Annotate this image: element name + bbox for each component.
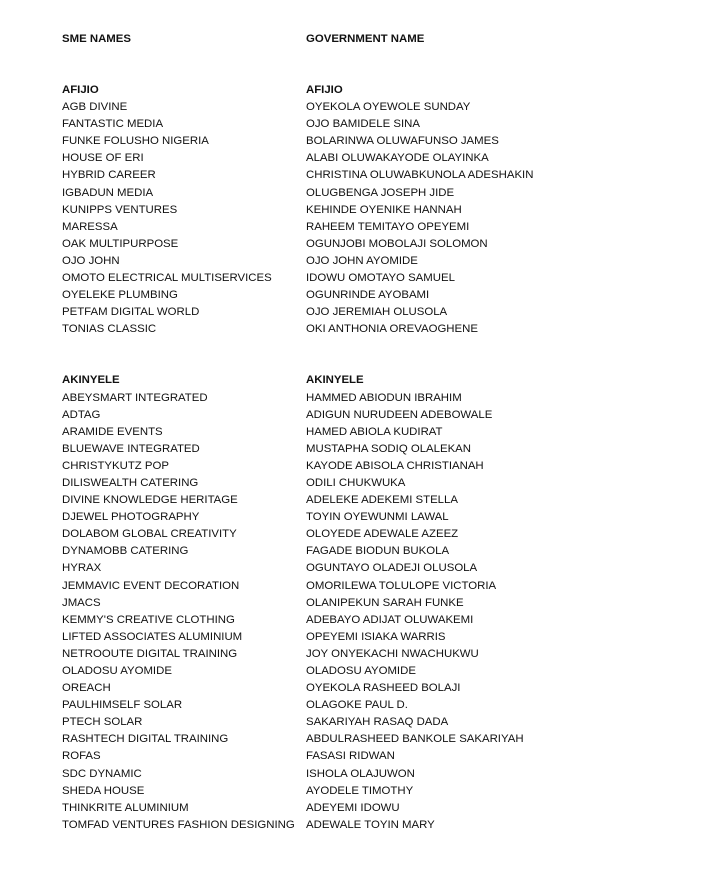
government-name: OLANIPEKUN SARAH FUNKE bbox=[306, 596, 464, 609]
sme-name: RASHTECH DIGITAL TRAINING bbox=[62, 733, 229, 746]
list-item bbox=[62, 458, 702, 475]
sme-name: ABEYSMART INTEGRATED bbox=[62, 391, 208, 404]
government-section-title: AFIJIO bbox=[306, 84, 343, 96]
sme-name: SDC DYNAMIC bbox=[62, 767, 142, 780]
sme-name: AGB DIVINE bbox=[62, 101, 128, 114]
government-name: ABDULRASHEED BANKOLE SAKARIYAH bbox=[306, 733, 524, 746]
government-name: KEHINDE OYENIKE HANNAH bbox=[306, 203, 462, 216]
list-item bbox=[62, 543, 702, 560]
government-name: OGUNTAYO OLADEJI OLUSOLA bbox=[306, 562, 478, 575]
list-item bbox=[62, 731, 702, 748]
government-name: RAHEEM TEMITAYO OPEYEMI bbox=[306, 220, 470, 233]
sme-name: DYNAMOBB CATERING bbox=[62, 545, 189, 558]
government-name: OJO JEREMIAH OLUSOLA bbox=[306, 306, 448, 319]
government-name: OGUNRINDE AYOBAMI bbox=[306, 289, 430, 302]
list-item bbox=[62, 236, 702, 253]
government-name: ALABI OLUWAKAYODE OLAYINKA bbox=[306, 152, 489, 165]
government-name: ADEYEMI IDOWU bbox=[306, 801, 400, 814]
list-item bbox=[62, 663, 702, 680]
sme-name: TONIAS CLASSIC bbox=[62, 323, 157, 336]
sme-name: DJEWEL PHOTOGRAPHY bbox=[62, 511, 200, 524]
sme-name: THINKRITE ALUMINIUM bbox=[62, 801, 189, 814]
list-item bbox=[62, 167, 702, 184]
list-item bbox=[62, 424, 702, 441]
sme-name: KUNIPPS VENTURES bbox=[62, 203, 178, 216]
government-name: ADEWALE TOYIN MARY bbox=[306, 818, 435, 831]
government-name: FASASI RIDWAN bbox=[306, 750, 395, 763]
list-item bbox=[62, 390, 702, 407]
list-item bbox=[62, 748, 702, 765]
government-name: FAGADE BIODUN BUKOLA bbox=[306, 545, 450, 558]
government-name: OGUNJOBI MOBOLAJI SOLOMON bbox=[306, 237, 488, 250]
government-name: OJO JOHN AYOMIDE bbox=[306, 254, 418, 267]
list-item bbox=[62, 202, 702, 219]
section-title-row bbox=[62, 82, 702, 99]
list-item bbox=[62, 817, 702, 834]
list-item bbox=[62, 287, 702, 304]
sme-section-title: AKINYELE bbox=[62, 374, 120, 387]
sme-name: OAK MULTIPURPOSE bbox=[62, 237, 179, 250]
sme-name: MARESSA bbox=[62, 220, 118, 233]
list-item bbox=[62, 321, 702, 338]
sme-name: HOUSE OF ERI bbox=[62, 152, 144, 165]
government-name: OLUGBENGA JOSEPH JIDE bbox=[306, 186, 455, 199]
government-name: ODILI CHUKWUKA bbox=[306, 476, 406, 489]
list-item bbox=[62, 629, 702, 646]
government-name: AYODELE TIMOTHY bbox=[306, 784, 414, 797]
sme-name: TOMFAD VENTURES FASHION DESIGNING bbox=[62, 818, 295, 831]
sme-name: OYELEKE PLUMBING bbox=[62, 289, 178, 302]
government-name: TOYIN OYEWUNMI LAWAL bbox=[306, 511, 449, 524]
list-item bbox=[62, 492, 702, 509]
list-item bbox=[62, 680, 702, 697]
sme-name: JMACS bbox=[62, 596, 101, 609]
government-name-header: GOVERNMENT NAME bbox=[306, 33, 425, 45]
government-name: OLAGOKE PAUL D. bbox=[306, 699, 408, 712]
list-item bbox=[62, 578, 702, 595]
section-spacer bbox=[62, 338, 702, 372]
sme-name: SHEDA HOUSE bbox=[62, 784, 145, 797]
list-item bbox=[62, 133, 702, 150]
sme-name: OLADOSU AYOMIDE bbox=[62, 665, 172, 677]
list-item bbox=[62, 646, 702, 663]
sme-name: ADTAG bbox=[62, 408, 101, 421]
list-item bbox=[62, 253, 702, 270]
government-name: MUSTAPHA SODIQ OLALEKAN bbox=[306, 442, 471, 455]
sme-name: HYBRID CAREER bbox=[62, 169, 156, 182]
government-name: OMORILEWA TOLULOPE VICTORIA bbox=[306, 579, 497, 592]
government-name: OYEKOLA OYEWOLE SUNDAY bbox=[306, 101, 471, 114]
section-title-row bbox=[62, 372, 702, 389]
government-name: OJO BAMIDELE SINA bbox=[306, 118, 420, 131]
list-item bbox=[62, 475, 702, 492]
government-name: ADELEKE ADEKEMI STELLA bbox=[306, 494, 458, 507]
column-header-row bbox=[62, 31, 702, 48]
sme-name: LIFTED ASSOCIATES ALUMINIUM bbox=[62, 630, 243, 643]
sections-container bbox=[62, 82, 702, 834]
spacer bbox=[62, 48, 702, 82]
list-item bbox=[62, 116, 702, 133]
sme-name: OREACH bbox=[62, 682, 111, 695]
list-item bbox=[62, 612, 702, 629]
list-item bbox=[62, 304, 702, 321]
government-name: ISHOLA OLAJUWON bbox=[306, 767, 415, 780]
government-name: HAMED ABIOLA KUDIRAT bbox=[306, 425, 443, 438]
list-item bbox=[62, 185, 702, 202]
sme-name: PTECH SOLAR bbox=[62, 716, 143, 729]
list-item bbox=[62, 219, 702, 236]
government-section-title: AKINYELE bbox=[306, 374, 364, 387]
sme-name: DILISWEALTH CATERING bbox=[62, 476, 199, 489]
sme-name: PETFAM DIGITAL WORLD bbox=[62, 306, 200, 319]
sme-name: HYRAX bbox=[62, 562, 102, 575]
list-item bbox=[62, 783, 702, 800]
list-item bbox=[62, 595, 702, 612]
document-page bbox=[62, 31, 702, 834]
government-name: OLOYEDE ADEWALE AZEEZ bbox=[306, 528, 459, 541]
list-item bbox=[62, 99, 702, 116]
sme-name: ROFAS bbox=[62, 750, 101, 763]
list-item bbox=[62, 441, 702, 458]
sme-name: PAULHIMSELF SOLAR bbox=[62, 699, 183, 712]
sme-name: CHRISTYKUTZ POP bbox=[62, 459, 169, 472]
government-name: ADEBAYO ADIJAT OLUWAKEMI bbox=[306, 613, 474, 626]
list-item bbox=[62, 560, 702, 577]
sme-section-title: AFIJIO bbox=[62, 84, 99, 96]
list-item bbox=[62, 526, 702, 543]
government-name: SAKARIYAH RASAQ DADA bbox=[306, 716, 449, 729]
government-name: OYEKOLA RASHEED BOLAJI bbox=[306, 682, 461, 695]
sme-name: FANTASTIC MEDIA bbox=[62, 118, 164, 131]
list-item bbox=[62, 697, 702, 714]
sme-name: FUNKE FOLUSHO NIGERIA bbox=[62, 135, 209, 148]
sme-name: KEMMY'S CREATIVE CLOTHING bbox=[62, 613, 235, 626]
government-name: CHRISTINA OLUWABKUNOLA ADESHAKIN bbox=[306, 169, 534, 182]
sme-name: OMOTO ELECTRICAL MULTISERVICES bbox=[62, 272, 272, 285]
government-name: JOY ONYEKACHI NWACHUKWU bbox=[306, 647, 479, 660]
sme-name: ARAMIDE EVENTS bbox=[62, 425, 163, 438]
government-name: OPEYEMI ISIAKA WARRIS bbox=[306, 630, 446, 643]
list-item bbox=[62, 714, 702, 731]
sme-name: DOLABOM GLOBAL CREATIVITY bbox=[62, 528, 237, 541]
list-item bbox=[62, 407, 702, 424]
list-item bbox=[62, 800, 702, 817]
government-name: IDOWU OMOTAYO SAMUEL bbox=[306, 272, 455, 285]
sme-name: NETROOUTE DIGITAL TRAINING bbox=[62, 647, 238, 660]
government-name: OLADOSU AYOMIDE bbox=[306, 665, 416, 677]
government-name: OKI ANTHONIA OREVAOGHENE bbox=[306, 323, 478, 336]
government-name: KAYODE ABISOLA CHRISTIANAH bbox=[306, 459, 484, 472]
list-item bbox=[62, 150, 702, 167]
sme-name: OJO JOHN bbox=[62, 254, 120, 267]
sme-name: IGBADUN MEDIA bbox=[62, 186, 154, 199]
government-name: HAMMED ABIODUN IBRAHIM bbox=[306, 391, 462, 404]
sme-name: DIVINE KNOWLEDGE HERITAGE bbox=[62, 494, 238, 507]
government-name: ADIGUN NURUDEEN ADEBOWALE bbox=[306, 408, 493, 421]
list-item bbox=[62, 270, 702, 287]
sme-name: BLUEWAVE INTEGRATED bbox=[62, 442, 200, 455]
sme-names-header: SME NAMES bbox=[62, 33, 131, 45]
government-name: BOLARINWA OLUWAFUNSO JAMES bbox=[306, 135, 499, 148]
sme-name: JEMMAVIC EVENT DECORATION bbox=[62, 579, 240, 592]
list-item bbox=[62, 766, 702, 783]
list-item bbox=[62, 509, 702, 526]
